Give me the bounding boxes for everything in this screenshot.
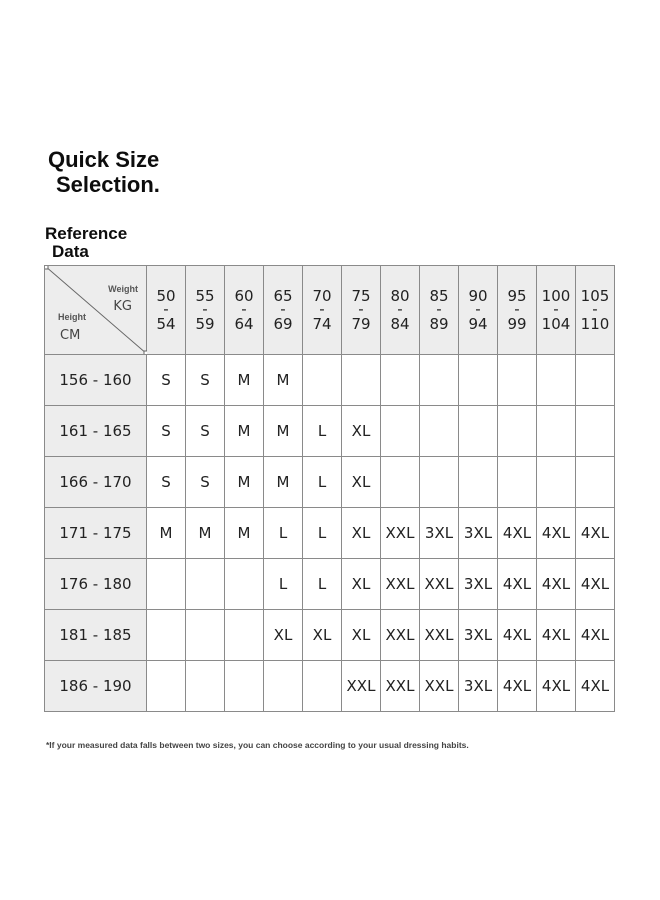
weight-range-header xyxy=(264,266,303,355)
weight-range-header xyxy=(420,266,459,355)
size-cell: S xyxy=(186,457,225,508)
subtitle-line-2: Data xyxy=(52,242,89,261)
size-cell: L xyxy=(303,406,342,457)
height-unit: CM xyxy=(60,328,81,343)
size-cell: S xyxy=(186,406,225,457)
size-cell xyxy=(147,559,186,610)
table-row xyxy=(45,457,615,508)
size-cell xyxy=(303,355,342,406)
size-cell: S xyxy=(186,355,225,406)
page-title xyxy=(48,147,160,197)
size-cell: 3XL xyxy=(459,661,498,712)
height-label: Height xyxy=(58,312,86,322)
height-range-label: 181 - 185 xyxy=(45,610,147,661)
range-dash: - xyxy=(514,300,520,318)
height-range-label: 171 - 175 xyxy=(45,508,147,559)
height-range-label: 176 - 180 xyxy=(45,559,147,610)
weight-min: 85 xyxy=(429,287,449,305)
weight-max: 79 xyxy=(351,315,371,333)
size-cell: M xyxy=(186,508,225,559)
height-range-label: 161 - 165 xyxy=(45,406,147,457)
height-range-label: 166 - 170 xyxy=(45,457,147,508)
size-cell xyxy=(186,610,225,661)
size-cell xyxy=(186,661,225,712)
size-cell xyxy=(225,559,264,610)
size-cell: S xyxy=(147,355,186,406)
size-cell: 4XL xyxy=(537,508,576,559)
size-chart-table xyxy=(44,265,615,712)
footnote: *If your measured data falls between two sizes, you can choose according to your usual dressing habits. xyxy=(46,740,469,750)
section-subtitle xyxy=(45,225,127,261)
size-cell xyxy=(225,661,264,712)
size-cell: XL xyxy=(342,610,381,661)
table-row xyxy=(45,355,615,406)
weight-max: 94 xyxy=(468,315,488,333)
weight-range-header xyxy=(225,266,264,355)
weight-max: 84 xyxy=(390,315,410,333)
size-cell: 4XL xyxy=(576,559,615,610)
size-cell xyxy=(537,457,576,508)
weight-max: 104 xyxy=(541,315,571,333)
range-dash: - xyxy=(163,300,169,318)
size-cell: 4XL xyxy=(498,559,537,610)
size-cell: XXL xyxy=(420,610,459,661)
height-range-label: 156 - 160 xyxy=(45,355,147,406)
weight-header-row xyxy=(45,266,615,355)
size-cell: XXL xyxy=(381,610,420,661)
weight-range-header xyxy=(147,266,186,355)
weight-max: 69 xyxy=(273,315,293,333)
range-dash: - xyxy=(358,300,364,318)
size-cell: XL xyxy=(342,406,381,457)
size-cell xyxy=(537,355,576,406)
weight-min: 70 xyxy=(312,287,332,305)
range-dash: - xyxy=(280,300,286,318)
size-cell xyxy=(498,355,537,406)
weight-range-header xyxy=(576,266,615,355)
weight-min: 55 xyxy=(195,287,215,305)
size-cell: M xyxy=(225,457,264,508)
corner-cell xyxy=(45,266,147,355)
weight-max: 64 xyxy=(234,315,254,333)
weight-min: 105 xyxy=(580,287,610,305)
table-row xyxy=(45,610,615,661)
size-cell xyxy=(420,355,459,406)
size-cell: XL xyxy=(303,610,342,661)
range-dash: - xyxy=(553,300,559,318)
size-cell: XL xyxy=(342,508,381,559)
size-cell xyxy=(459,355,498,406)
size-cell: XXL xyxy=(420,661,459,712)
size-cell xyxy=(225,610,264,661)
size-cell xyxy=(498,406,537,457)
size-cell: L xyxy=(303,457,342,508)
size-cell xyxy=(420,457,459,508)
weight-max: 74 xyxy=(312,315,332,333)
size-cell xyxy=(576,457,615,508)
size-cell: L xyxy=(264,559,303,610)
size-cell xyxy=(342,355,381,406)
size-cell xyxy=(537,406,576,457)
size-cell: 4XL xyxy=(576,661,615,712)
size-cell xyxy=(420,406,459,457)
range-dash: - xyxy=(592,300,598,318)
weight-max: 54 xyxy=(156,315,176,333)
size-cell: M xyxy=(147,508,186,559)
height-range-label: 186 - 190 xyxy=(45,661,147,712)
size-cell xyxy=(459,406,498,457)
title-line-2: Selection. xyxy=(56,172,160,197)
weight-range-header xyxy=(381,266,420,355)
title-line-1: Quick Size xyxy=(48,147,160,172)
size-cell: XXL xyxy=(381,508,420,559)
size-cell xyxy=(264,661,303,712)
size-cell: M xyxy=(225,355,264,406)
size-cell xyxy=(576,406,615,457)
weight-min: 100 xyxy=(541,287,571,305)
range-dash: - xyxy=(241,300,247,318)
table-row xyxy=(45,559,615,610)
size-cell: XL xyxy=(264,610,303,661)
range-dash: - xyxy=(397,300,403,318)
table-row xyxy=(45,661,615,712)
size-cell: 3XL xyxy=(420,508,459,559)
weight-label: Weight xyxy=(108,284,138,294)
size-cell xyxy=(381,355,420,406)
size-cell xyxy=(381,406,420,457)
weight-unit: KG xyxy=(113,299,132,314)
size-cell: L xyxy=(303,559,342,610)
size-cell: 3XL xyxy=(459,508,498,559)
range-dash: - xyxy=(319,300,325,318)
size-cell xyxy=(186,559,225,610)
size-cell: XXL xyxy=(420,559,459,610)
subtitle-line-1: Reference xyxy=(45,224,128,243)
range-dash: - xyxy=(436,300,442,318)
size-cell: XL xyxy=(342,457,381,508)
weight-range-header xyxy=(459,266,498,355)
size-cell: M xyxy=(264,406,303,457)
size-cell: 4XL xyxy=(537,559,576,610)
range-dash: - xyxy=(475,300,481,318)
size-cell: L xyxy=(264,508,303,559)
size-cell: 4XL xyxy=(498,610,537,661)
weight-min: 95 xyxy=(507,287,527,305)
weight-max: 89 xyxy=(429,315,449,333)
size-cell: 4XL xyxy=(537,610,576,661)
weight-range-header xyxy=(186,266,225,355)
weight-range-header xyxy=(537,266,576,355)
weight-range-header xyxy=(342,266,381,355)
table-row xyxy=(45,508,615,559)
weight-max: 99 xyxy=(507,315,527,333)
size-cell: M xyxy=(225,406,264,457)
size-cell: 4XL xyxy=(498,508,537,559)
weight-range-header xyxy=(303,266,342,355)
weight-min: 75 xyxy=(351,287,371,305)
size-cell: 4XL xyxy=(576,508,615,559)
weight-max: 110 xyxy=(580,315,610,333)
size-cell: 4XL xyxy=(498,661,537,712)
weight-min: 80 xyxy=(390,287,410,305)
size-cell xyxy=(147,661,186,712)
size-cell: S xyxy=(147,406,186,457)
size-cell xyxy=(459,457,498,508)
size-cell: 3XL xyxy=(459,559,498,610)
size-cell: 4XL xyxy=(537,661,576,712)
size-cell: S xyxy=(147,457,186,508)
size-cell: XL xyxy=(342,559,381,610)
range-dash: - xyxy=(202,300,208,318)
weight-min: 90 xyxy=(468,287,488,305)
size-cell: M xyxy=(264,355,303,406)
size-cell xyxy=(576,355,615,406)
size-cell: M xyxy=(225,508,264,559)
size-cell: XXL xyxy=(381,661,420,712)
size-cell: 4XL xyxy=(576,610,615,661)
weight-max: 59 xyxy=(195,315,215,333)
size-cell xyxy=(147,610,186,661)
weight-min: 50 xyxy=(156,287,176,305)
weight-min: 65 xyxy=(273,287,293,305)
table-row xyxy=(45,406,615,457)
size-cell xyxy=(381,457,420,508)
weight-range-header xyxy=(498,266,537,355)
size-cell: 3XL xyxy=(459,610,498,661)
size-cell: XXL xyxy=(381,559,420,610)
weight-min: 60 xyxy=(234,287,254,305)
size-cell: L xyxy=(303,508,342,559)
size-cell: XXL xyxy=(342,661,381,712)
size-cell xyxy=(303,661,342,712)
size-cell: M xyxy=(264,457,303,508)
size-cell xyxy=(498,457,537,508)
